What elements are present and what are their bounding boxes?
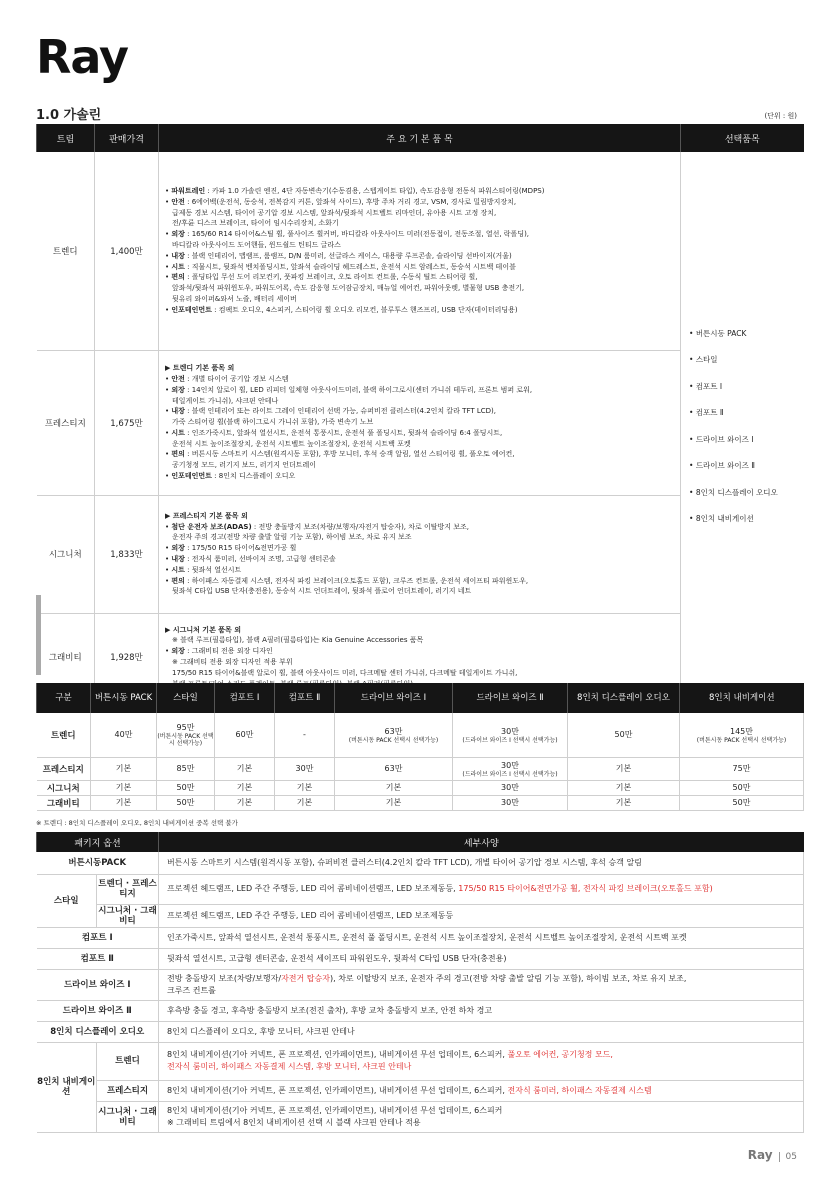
package-details bbox=[159, 1042, 804, 1080]
trim-price: 1,928만 bbox=[95, 613, 159, 701]
item-line bbox=[165, 218, 674, 229]
option-label: 컴포트 Ⅱ bbox=[695, 408, 724, 417]
item-text: : 개별 타이어 공기압 경보 시스템 bbox=[184, 374, 289, 383]
header-details: 세부사양 bbox=[159, 832, 804, 852]
option-label: 버튼시동 PACK bbox=[695, 328, 747, 338]
option-price-cell bbox=[335, 795, 453, 810]
package-name: 드라이브 와이즈 Ⅱ bbox=[37, 1000, 159, 1021]
detail-highlight: 전자식 룸미러, 하이패스 자동결제 시스템 bbox=[507, 1085, 652, 1095]
trim-price: 1,400만 bbox=[95, 152, 159, 350]
option-price-note: (버튼시동 PACK 선택시 선택가능) bbox=[157, 733, 214, 748]
item-label: 외장 bbox=[171, 230, 185, 239]
package-name: 8인치 내비게이션 bbox=[37, 1042, 97, 1132]
trim-price: 1,833만 bbox=[95, 495, 159, 613]
item-label: 시트 bbox=[171, 262, 185, 271]
package-sub: 트렌디 · 프레스티지 bbox=[97, 874, 159, 904]
item-label: 인포테인먼트 bbox=[171, 472, 212, 481]
option-price-value: 60만 bbox=[235, 730, 254, 740]
item-text: 운전자 주의 경고(전방 차량 출발 알림 기능 포함), 하이빔 보조, 차로 유지 보조 bbox=[172, 533, 412, 542]
option-header: 8인치 내비게이션 bbox=[680, 683, 804, 713]
option-label: 드라이브 와이즈 Ⅱ bbox=[695, 461, 755, 470]
page-footer bbox=[748, 1148, 797, 1162]
item-label: 시트 bbox=[171, 428, 185, 437]
option-price-value: 63만 bbox=[384, 726, 403, 736]
package-details bbox=[159, 1080, 804, 1101]
option-price-cell bbox=[91, 757, 157, 780]
detail-highlight: 자전거 탑승자 bbox=[281, 973, 330, 983]
item-text: : 그래비티 전용 외장 디자인 bbox=[184, 647, 273, 656]
item-label: 편의 bbox=[171, 273, 185, 282]
option-price-table bbox=[36, 683, 804, 811]
item-label: 내장 bbox=[171, 407, 185, 416]
header-trim: 트림 bbox=[37, 124, 95, 152]
package-row bbox=[37, 1042, 804, 1080]
option-price-cell bbox=[335, 713, 453, 757]
gravity-marker bbox=[36, 595, 41, 675]
detail-text: 후측방 충돌 경고, 후측방 충돌방지 보조(전진 출차), 후방 교차 충돌방지 보조, 안전 하차 경고 bbox=[167, 1005, 493, 1015]
detail-text: 뒷좌석 열선시트, 고급형 센터콘솔, 운전석 세이프티 파워윈도우, 뒷좌석 C타입 USB 단자(충전용) bbox=[167, 953, 507, 963]
option-price-cell bbox=[275, 757, 335, 780]
package-row bbox=[37, 1101, 804, 1132]
option-item: • 버튼시동 PACK bbox=[689, 328, 747, 338]
option-price-value: 30만 bbox=[501, 726, 519, 736]
option-price-cell bbox=[453, 757, 568, 780]
option-price-cell bbox=[453, 713, 568, 757]
item-line bbox=[165, 294, 674, 305]
item-text: 전/후륜 디스크 브레이크, 타이어 임시수리장치, 소화기 bbox=[172, 219, 339, 228]
detail-highlight: 전자식 룸미러, 하이패스 자동결제 시스템, 후방 모니터, 샤크핀 안테나 bbox=[167, 1062, 412, 1071]
item-label: 안전 bbox=[171, 374, 185, 383]
package-details bbox=[159, 969, 804, 1000]
trim-items bbox=[159, 152, 681, 350]
item-text: ※ 그래비티 전용 외장 디자인 적용 부위 bbox=[172, 658, 293, 666]
detail-text: 버튼시동 스마트키 시스템(원격시동 포함), 슈퍼비전 클러스터(4.2인치 칼라 TFT LCD), 개별 타이어 공기압 경보 시스템, 후석 승객 알림 bbox=[167, 857, 642, 867]
trim-row bbox=[37, 152, 804, 350]
item-label: 편의 bbox=[171, 450, 185, 459]
option-price-cell bbox=[91, 795, 157, 810]
option-header: 드라이브 와이즈 Ⅱ bbox=[453, 683, 568, 713]
option-price-row bbox=[37, 757, 804, 780]
option-price-value: 85만 bbox=[176, 764, 195, 773]
detail-text: 크루즈 컨트롤 bbox=[167, 985, 216, 995]
item-line: • 편의 : 폴딩타입 무선 도어 리모컨키, 풋파킹 브레이크, 오토 라이트 컨트롤, 수동식 틸트 스티어링 휠, bbox=[165, 273, 478, 282]
item-label: 시트 bbox=[171, 565, 185, 574]
option-header: 버튼시동 PACK bbox=[91, 683, 157, 713]
item-label: 첨단 운전자 보조(ADAS) bbox=[171, 522, 252, 531]
option-price-cell bbox=[157, 713, 215, 757]
package-row bbox=[37, 904, 804, 927]
package-details bbox=[159, 948, 804, 969]
trim-name: 프레스티지 bbox=[37, 350, 95, 495]
package-sub: 시그니처 · 그래비티 bbox=[98, 905, 157, 926]
trendy-note: ※ 트렌디 : 8인치 디스플레이 오디오, 8인치 내비게이션 중복 선택 불가 bbox=[36, 819, 238, 827]
option-price-value: 30만 bbox=[501, 783, 519, 792]
package-details bbox=[159, 852, 804, 874]
item-text: 급제동 경보 시스템, 타이어 공기압 경보 시스템, 앞좌석/뒷좌석 시트벨트 리마인더, 유아용 시트 고정 장치, bbox=[172, 208, 497, 217]
option-price-note: (드라이브 와이즈 Ⅰ 선택시 선택가능) bbox=[462, 770, 558, 778]
package-name: 버튼시동PACK bbox=[37, 852, 159, 874]
trim-items bbox=[159, 350, 681, 495]
item-text: : 컴팩트 오디오, 4스피커, 스티어링 휠 오디오 리모컨, 블루투스 핸즈프리, USB 단자(데이터리딩용) bbox=[211, 305, 518, 314]
option-header: 컴포트 Ⅱ bbox=[275, 683, 335, 713]
item-line: • 시트 : 직물시트, 뒷좌석 벤치폴딩시트, 앞좌석 슬라이딩 헤드레스트, 운전석 시트 암레스트, 동승석 시트백 테이블 bbox=[165, 262, 516, 271]
item-line: • 시트 : 인조가죽시트, 앞좌석 열선시트, 운전석 통풍시트, 운전석 풀 폴딩시트, 뒷좌석 슬라이딩 6:4 폴딩시트, bbox=[165, 428, 503, 437]
item-label: 편의 bbox=[171, 576, 185, 585]
item-label: 안전 bbox=[171, 197, 185, 206]
option-price-value: 기본 bbox=[236, 764, 253, 773]
detail-highlight: 풀오토 에어컨, 공기청정 모드, bbox=[507, 1050, 613, 1059]
option-row-label: 트렌디 bbox=[37, 713, 91, 757]
option-price-value: 기본 bbox=[385, 783, 402, 792]
option-price-value: 기본 bbox=[115, 783, 132, 792]
option-item: • 8인치 디스플레이 오디오 bbox=[689, 487, 778, 497]
package-details bbox=[159, 1000, 804, 1021]
option-label: 스타일 bbox=[695, 355, 718, 364]
item-text: : 카파 1.0 가솔린 엔진, 4단 자동변속기(수동겸용, 스텝게이트 타입), 속도감응형 전동식 파워스티어링(MDPS) bbox=[205, 186, 545, 195]
package-row bbox=[37, 927, 804, 948]
package-sub: 시그니처 · 그래비티 bbox=[97, 1101, 159, 1132]
package-name: 컴포트 Ⅱ bbox=[37, 948, 159, 969]
option-list-cell bbox=[681, 152, 804, 701]
detail-text: 8인치 내비게이션(기아 커넥트, 폰 프로젝션, 인카페이먼트), 내비게이션 무선 업데이트, 6스피커 bbox=[167, 1105, 503, 1115]
item-text: ※ 블랙 루프(필름타입), 블랙 A필러(필름타입)는 Kia Genuine Accessories 품목 bbox=[172, 636, 424, 645]
option-price-cell bbox=[335, 757, 453, 780]
trim-items bbox=[159, 495, 681, 613]
item-text: : 전방 충돌방지 보조(차량/보행자/자전거 탑승자), 차로 이탈방지 보조, bbox=[251, 522, 470, 531]
option-price-value: 30만 bbox=[295, 764, 314, 773]
detail-text: 8인치 내비게이션(기아 커넥트, 폰 프로젝션, 인카페이먼트), 내비게이션 무선 업데이트, 6스피커, bbox=[167, 1085, 508, 1095]
item-text: : 버튼시동 스마트키 시스템(원격시동 포함), 후방 모니터, 후석 승객 알림, 열선 스티어링 휠, 풀오토 에어컨, bbox=[184, 450, 515, 459]
header-main-items: 주 요 기 본 품 목 bbox=[159, 124, 681, 152]
option-price-value: 63만 bbox=[384, 764, 403, 773]
item-label: 내장 bbox=[171, 251, 185, 260]
item-label: 외장 bbox=[171, 544, 185, 553]
trim-price: 1,675만 bbox=[95, 350, 159, 495]
trim-name: 트렌디 bbox=[37, 152, 95, 350]
option-item: • 스타일 bbox=[689, 355, 718, 364]
item-line: • 외장 : 그래비티 전용 외장 디자인 bbox=[165, 647, 273, 656]
item-line: • 편의 : 버튼시동 스마트키 시스템(원격시동 포함), 후방 모니터, 후석 승객 알림, 열선 스티어링 휠, 풀오토 에어컨, bbox=[165, 450, 515, 459]
detail-highlight: 175/50 R15 타이어&전면가공 휠, 전자식 파킹 브레이크(오토홀드 포함) bbox=[458, 884, 713, 893]
package-row bbox=[37, 1000, 804, 1021]
option-price-value: 기본 bbox=[236, 783, 253, 792]
package-details bbox=[159, 1021, 804, 1042]
item-text: 바디칼라 아웃사이드 도어핸들, 윈드쉴드 틴티드 글라스 bbox=[172, 240, 341, 249]
option-price-row bbox=[37, 795, 804, 810]
package-row bbox=[37, 1080, 804, 1101]
option-price-note: (드라이브 와이즈 Ⅰ 선택시 선택가능) bbox=[462, 736, 558, 744]
item-line bbox=[165, 283, 674, 294]
item-label: 외장 bbox=[171, 647, 185, 656]
option-header: 컴포트 Ⅰ bbox=[215, 683, 275, 713]
item-label: 인포테인먼트 bbox=[171, 305, 212, 314]
option-price-cell bbox=[215, 757, 275, 780]
item-label: ▶ 프레스티지 기본 품목 외 bbox=[165, 511, 248, 520]
item-line: • 외장 : 175/50 R15 타이어&전면가공 휠 bbox=[165, 544, 297, 553]
option-price-value: 145만 bbox=[730, 726, 753, 736]
item-line: • 첨단 운전자 보조(ADAS) : 전방 충돌방지 보조(차량/보행자/자전거 탑승자), 차로 이탈방지 보조, bbox=[165, 522, 470, 531]
option-price-value: 40만 bbox=[114, 730, 133, 740]
option-price-cell bbox=[215, 780, 275, 795]
option-price-value: 50만 bbox=[732, 798, 751, 807]
option-row-label: 시그니처 bbox=[37, 780, 91, 795]
brand-logo: Ray bbox=[36, 30, 129, 84]
package-table bbox=[36, 832, 804, 1133]
item-line bbox=[165, 240, 674, 251]
item-line bbox=[165, 635, 674, 646]
option-price-value: - bbox=[303, 730, 306, 740]
option-price-cell bbox=[275, 795, 335, 810]
item-text: 뒷좌석 C타입 USB 단자(충전용), 동승석 시트 언더트레이, 뒷좌석 플로어 언더트레이, 러기지 네트 bbox=[172, 587, 472, 596]
item-line bbox=[165, 417, 674, 428]
option-price-cell bbox=[157, 757, 215, 780]
option-item: • 컴포트 Ⅰ bbox=[689, 381, 723, 391]
option-price-cell bbox=[275, 780, 335, 795]
item-text: 테일게이트 가니쉬), 샤크핀 안테나 bbox=[172, 396, 279, 405]
package-name: 8인치 디스플레이 오디오 bbox=[37, 1021, 159, 1042]
detail-text: 프로젝션 헤드램프, LED 주간 주행등, LED 리어 콤비네이션램프, LED 보조제동등, bbox=[167, 884, 459, 893]
item-text: : 14인치 알로이 휠, LED 리피터 일체형 아웃사이드미러, 블랙 하이그로시(센터 가니쉬 테두리, 프론트 범퍼 로워, bbox=[184, 385, 533, 394]
package-details bbox=[159, 874, 804, 904]
option-header: 구분 bbox=[37, 683, 91, 713]
item-text: : 폴딩타입 무선 도어 리모컨키, 풋파킹 브레이크, 오토 라이트 컨트롤, 수동식 틸트 스티어링 휠, bbox=[184, 273, 478, 282]
item-text: : 뒷좌석 열선시트 bbox=[184, 565, 242, 574]
detail-text: 전방 충돌방지 보조(차량/보행자/ bbox=[167, 973, 282, 983]
item-text: : 6에어백(운전석, 동승석, 전복감지 커튼, 앞좌석 사이드), 후방 주차 거리 경고, VSM, 경사로 밀림방지장치, bbox=[184, 197, 517, 206]
detail-text: 프로젝션 헤드램프, LED 주간 주행등, LED 리어 콤비네이션램프, LED 보조제동등 bbox=[167, 910, 454, 920]
option-price-cell bbox=[568, 713, 680, 757]
option-label: 8인치 내비게이션 bbox=[695, 514, 754, 523]
item-text: : 전자식 룸미러, 선바이저 조명, 고급형 센터콘솔 bbox=[184, 555, 336, 563]
package-sub: 프레스티지 bbox=[97, 1080, 159, 1101]
option-price-value: 기본 bbox=[115, 764, 132, 773]
header-price: 판매가격 bbox=[95, 124, 159, 152]
item-text: : 하이패스 자동결제 시스템, 전자식 파킹 브레이크(오토홀드 포함), 크루즈 컨트롤, 운전석 세이프티 파워윈도우, bbox=[184, 576, 529, 585]
package-details bbox=[159, 927, 804, 948]
option-price-cell bbox=[453, 795, 568, 810]
option-price-value: 50만 bbox=[614, 730, 633, 740]
item-label: ▶ 트렌디 기본 품목 외 bbox=[165, 364, 235, 373]
item-line: • 안전 : 6에어백(운전석, 동승석, 전복감지 커튼, 앞좌석 사이드), 후방 주차 거리 경고, VSM, 경사로 밀림방지장치, bbox=[165, 197, 517, 206]
item-line bbox=[165, 657, 674, 668]
option-item: • 8인치 내비게이션 bbox=[689, 514, 754, 523]
item-line: • 내장 : 전자식 룸미러, 선바이저 조명, 고급형 센터콘솔 bbox=[165, 555, 336, 563]
trim-name: 그래비티 bbox=[37, 613, 95, 701]
package-details bbox=[159, 904, 804, 927]
item-label: 외장 bbox=[171, 385, 185, 394]
item-line bbox=[165, 396, 674, 407]
package-row bbox=[37, 969, 804, 1000]
detail-text: 인조가죽시트, 앞좌석 열선시트, 운전석 통풍시트, 운전석 풀 폴딩시트, 운전석 시트 높이조절장치, 운전석 시트벨트 높이조절장치, 운전석 시트백 포켓 bbox=[167, 932, 687, 942]
option-price-value: 50만 bbox=[176, 798, 195, 807]
package-details bbox=[159, 1101, 804, 1132]
item-text: : 인조가죽시트, 앞좌석 열선시트, 운전석 통풍시트, 운전석 풀 폴딩시트, 뒷좌석 슬라이딩 6:4 폴딩시트, bbox=[184, 428, 503, 437]
package-row bbox=[37, 852, 804, 874]
option-price-cell bbox=[680, 713, 804, 757]
item-line bbox=[165, 625, 674, 636]
option-price-cell bbox=[680, 757, 804, 780]
option-price-cell bbox=[157, 795, 215, 810]
option-row-label: 그래비티 bbox=[37, 795, 91, 810]
option-price-value: 50만 bbox=[176, 783, 195, 792]
option-price-cell bbox=[157, 780, 215, 795]
option-price-row bbox=[37, 713, 804, 757]
package-row bbox=[37, 874, 804, 904]
package-row bbox=[37, 1021, 804, 1042]
option-price-value: 기본 bbox=[385, 798, 402, 807]
option-item: • 컴포트 Ⅱ bbox=[689, 408, 724, 417]
item-line: • 안전 : 개별 타이어 공기압 경보 시스템 bbox=[165, 374, 289, 383]
item-line bbox=[165, 460, 674, 471]
option-price-value: 50만 bbox=[732, 783, 751, 792]
trim-name: 시그니처 bbox=[37, 495, 95, 613]
option-price-cell bbox=[680, 780, 804, 795]
detail-text: ), 차로 이탈방지 보조, 운전자 주의 경고(전방 차량 출발 알림 기능 포함), 하이빔 보조, 차로 유지 보조, bbox=[329, 973, 687, 983]
option-price-value: 30만 bbox=[501, 760, 519, 770]
package-name: 컴포트 Ⅰ bbox=[37, 927, 159, 948]
option-list bbox=[689, 321, 804, 533]
footer-brand: Ray bbox=[747, 1148, 773, 1162]
item-text: : 165/60 R14 타이어&스틸 휠, 풀사이즈 휠커버, 바디칼라 아웃사이드 미러(전동접이, 전동조절, 열선, 락폴딩), bbox=[184, 230, 530, 239]
option-price-value: 기본 bbox=[115, 798, 132, 807]
option-header: 드라이브 와이즈 Ⅰ bbox=[335, 683, 453, 713]
item-line bbox=[165, 439, 674, 450]
option-header: 스타일 bbox=[157, 683, 215, 713]
option-price-value: 75만 bbox=[732, 764, 751, 773]
item-line: • 인포테인먼트 : 컴팩트 오디오, 4스피커, 스티어링 휠 오디오 리모컨, 블루투스 핸즈프리, USB 단자(데이터리딩용) bbox=[165, 305, 518, 314]
option-price-row bbox=[37, 780, 804, 795]
option-price-cell bbox=[680, 795, 804, 810]
header-package: 패키지 옵션 bbox=[37, 832, 159, 852]
item-text: : 8인치 디스플레이 오디오 bbox=[211, 472, 296, 481]
item-text: 공기청정 모드, 러기지 보드, 러기지 언더트레이 bbox=[172, 461, 317, 470]
option-price-cell bbox=[335, 780, 453, 795]
option-label: 컴포트 Ⅰ bbox=[695, 381, 723, 391]
item-line: • 내장 : 블랙 인테리어, 맵램프, 룸램프, D/N 룸미러, 선글라스 케이스, 대용량 루프콘솔, 슬라이딩 선바이저(거울) bbox=[165, 251, 512, 260]
item-line bbox=[165, 586, 674, 597]
option-row-label: 프레스티지 bbox=[37, 757, 91, 780]
option-price-cell bbox=[568, 780, 680, 795]
option-header: 8인치 디스플레이 오디오 bbox=[568, 683, 680, 713]
item-line: • 외장 : 14인치 알로이 휠, LED 리피터 일체형 아웃사이드미러, 블랙 하이그로시(센터 가니쉬 테두리, 프론트 범퍼 로워, bbox=[165, 385, 533, 394]
option-item: • 드라이브 와이즈 Ⅱ bbox=[689, 461, 755, 470]
item-text: 가죽 스티어링 휠(블랙 하이그로시 가니쉬 포함), 가죽 변속기 노브 bbox=[172, 418, 374, 427]
item-text: : 175/50 R15 타이어&전면가공 휠 bbox=[184, 544, 297, 553]
detail-text: 8인치 디스플레이 오디오, 후방 모니터, 샤크핀 안테나 bbox=[167, 1026, 355, 1036]
option-price-value: 기본 bbox=[236, 798, 253, 807]
item-line: • 파워트레인 : 카파 1.0 가솔린 엔진, 4단 자동변속기(수동겸용, 스텝게이트 타입), 속도감응형 전동식 파워스티어링(MDPS) bbox=[165, 186, 545, 195]
item-label: ▶ 시그니처 기본 품목 외 bbox=[165, 625, 241, 634]
item-text: 뒷유리 와이퍼&와셔 노즐, 배터리 세이버 bbox=[172, 294, 297, 303]
option-price-note: (버튼시동 PACK 선택시 선택가능) bbox=[696, 736, 787, 744]
engine-subtitle: 1.0 가솔린 bbox=[36, 108, 102, 123]
item-text: 앞좌석/뒷좌석 파워윈도우, 파워도어록, 속도 감응형 도어잠금장치, 매뉴얼 에어컨, 파워아웃렛, 별물형 USB 충전기, bbox=[172, 284, 525, 293]
page-number: 05 bbox=[779, 1152, 797, 1162]
option-price-cell bbox=[215, 713, 275, 757]
option-price-note: (버튼시동 PACK 선택시 선택가능) bbox=[348, 736, 439, 744]
package-name: 스타일 bbox=[37, 874, 97, 927]
package-row bbox=[37, 948, 804, 969]
item-line: • 외장 : 165/60 R14 타이어&스틸 휠, 풀사이즈 휠커버, 바디칼라 아웃사이드 미러(전동접이, 전동조절, 열선, 락폴딩), bbox=[165, 230, 530, 239]
unit-label: (단위 : 원) bbox=[764, 112, 797, 120]
option-price-value: 기본 bbox=[615, 764, 632, 773]
option-price-cell bbox=[275, 713, 335, 757]
item-text: 175/50 R15 타이어&블랙 알로이 휠, 블랙 아웃사이드 미러, 다크메탈 센터 가니쉬, 다크메탈 테일게이트 가니쉬, bbox=[172, 668, 518, 677]
detail-text: ※ 그래비티 트림에서 8인치 내비게이션 선택 시 블랙 샤크핀 안테나 적용 bbox=[167, 1117, 421, 1127]
package-name: 드라이브 와이즈 Ⅰ bbox=[37, 969, 159, 1000]
item-line bbox=[165, 208, 674, 219]
header-options: 선택품목 bbox=[681, 124, 804, 152]
option-price-cell bbox=[91, 780, 157, 795]
item-line bbox=[165, 668, 674, 679]
item-line bbox=[165, 532, 674, 543]
item-text: : 직물시트, 뒷좌석 벤치폴딩시트, 앞좌석 슬라이딩 헤드레스트, 운전석 시트 암레스트, 동승석 시트백 테이블 bbox=[184, 262, 516, 271]
option-price-value: 기본 bbox=[296, 783, 313, 792]
item-line: • 내장 : 블랙 인테리어 또는 라이트 그레이 인테리어 선택 가능, 슈퍼비전 클러스터(4.2인치 칼라 TFT LCD), bbox=[165, 407, 496, 416]
item-text: 운전석 시트 높이조절장치, 운전석 시트벨트 높이조절장치, 운전석 시트백 포켓 bbox=[172, 439, 411, 448]
item-text: : 블랙 인테리어, 맵램프, 룸램프, D/N 룸미러, 선글라스 케이스, 대용량 루프콘솔, 슬라이딩 선바이저(거울) bbox=[184, 251, 512, 260]
option-price-cell bbox=[568, 795, 680, 810]
item-line: • 인포테인먼트 : 8인치 디스플레이 오디오 bbox=[165, 472, 296, 481]
item-label: 파워트레인 bbox=[171, 186, 206, 195]
item-line bbox=[165, 511, 674, 522]
trim-price-table bbox=[36, 124, 804, 702]
option-price-value: 30만 bbox=[501, 798, 519, 807]
option-price-cell bbox=[91, 713, 157, 757]
item-line bbox=[165, 363, 674, 374]
option-price-value: 기본 bbox=[615, 783, 632, 792]
package-sub: 트렌디 bbox=[97, 1042, 159, 1080]
item-label: 내장 bbox=[171, 555, 185, 563]
item-text: : 블랙 인테리어 또는 라이트 그레이 인테리어 선택 가능, 슈퍼비전 클러스터(4.2인치 칼라 TFT LCD), bbox=[184, 407, 496, 416]
option-price-value: 95만 bbox=[176, 723, 195, 733]
option-price-cell bbox=[215, 795, 275, 810]
detail-text: 8인치 내비게이션(기아 커넥트, 폰 프로젝션, 인카페이먼트), 내비게이션 무선 업데이트, 6스피커, bbox=[167, 1050, 508, 1059]
option-label: 드라이브 와이즈 Ⅰ bbox=[695, 434, 754, 444]
option-price-cell bbox=[568, 757, 680, 780]
item-line: • 시트 : 뒷좌석 열선시트 bbox=[165, 565, 242, 574]
option-item: • 드라이브 와이즈 Ⅰ bbox=[689, 434, 754, 444]
option-price-cell bbox=[453, 780, 568, 795]
item-line: • 편의 : 하이패스 자동결제 시스템, 전자식 파킹 브레이크(오토홀드 포함), 크루즈 컨트롤, 운전석 세이프티 파워윈도우, bbox=[165, 576, 529, 585]
option-price-value: 기본 bbox=[296, 798, 313, 807]
option-label: 8인치 디스플레이 오디오 bbox=[695, 487, 778, 497]
option-price-value: 기본 bbox=[615, 798, 632, 807]
